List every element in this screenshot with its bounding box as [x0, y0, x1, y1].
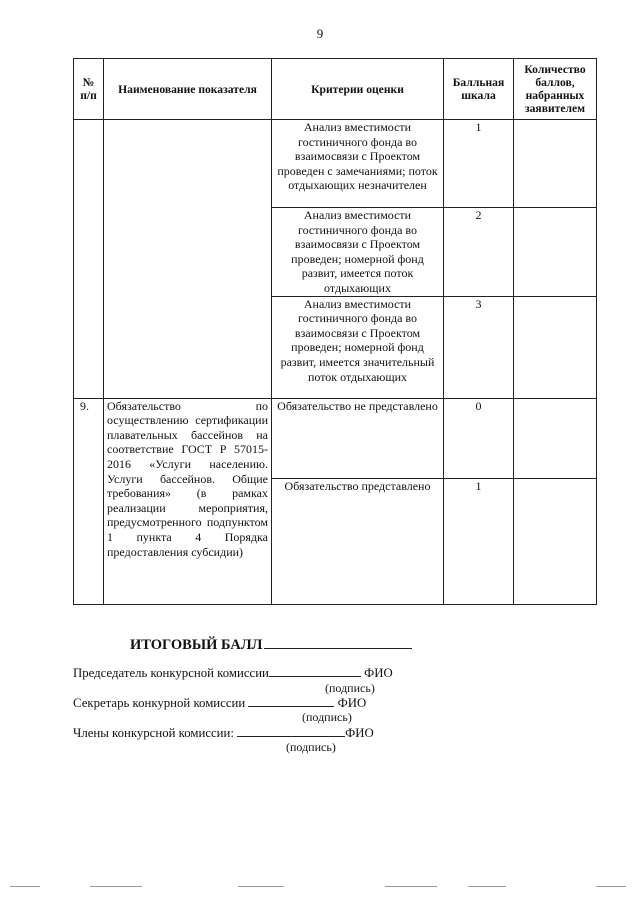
page-number: 9 [316, 26, 324, 41]
chairman-label: Председатель конкурсной комиссии [73, 666, 269, 680]
secretary-signature-hint: (подпись) [302, 710, 352, 724]
chairman-signature-line[interactable] [269, 664, 361, 677]
scan-artifact [90, 886, 142, 887]
header-indicator-name: Наименование показателя [104, 59, 272, 120]
cell-score: 2 [444, 208, 514, 297]
cell-criteria: Анализ вместимости гостиничного фонда во взаимосвязи с Проектом проведен; номерной фонд развит, имеется значительный поток отдыхающих [272, 296, 444, 398]
table-row [74, 398, 597, 478]
final-score [130, 634, 412, 654]
cell-score: 3 [444, 296, 514, 398]
chairman-fio: ФИО [364, 666, 393, 680]
cell-points [514, 120, 597, 208]
final-score-line[interactable] [264, 634, 412, 649]
cell-indicator-name [104, 120, 272, 399]
cell-score: 1 [444, 478, 514, 604]
cell-indicator-name: Обязательство по осуществлению сертификации плавательных бассейнов на соответствие ГОСТ Р 57015-2016 «Услуги населению. Услуги бассейнов. Общие требования» (в рамках реализации мероприятия, предусмотренного подпунктом 1 пункта 4 Порядка предоставления субсидии) [104, 398, 272, 604]
members-signature [73, 724, 374, 741]
members-signature-line[interactable] [237, 724, 345, 737]
evaluation-table [73, 58, 597, 605]
cell-criteria: Анализ вместимости гостиничного фонда во взаимосвязи с Проектом проведен с замечаниями; поток отдыхающих незначителен [272, 120, 444, 208]
header-score-scale: Балльная шкала [444, 59, 514, 120]
header-number: № п/п [74, 59, 104, 120]
chairman-signature [73, 664, 393, 681]
cell-criteria: Обязательство представлено [272, 478, 444, 604]
secretary-signature-line[interactable] [248, 694, 334, 707]
secretary-fio: ФИО [337, 696, 367, 710]
scan-artifact [468, 886, 506, 887]
final-score-label: ИТОГОВЫЙ БАЛЛ [130, 637, 263, 653]
members-label: Члены конкурсной комиссии: [73, 726, 234, 740]
scan-artifact [385, 886, 437, 887]
cell-number: 9. [74, 398, 104, 604]
cell-score: 1 [444, 120, 514, 208]
cell-points [514, 398, 597, 478]
header-criteria: Критерии оценки [272, 59, 444, 120]
cell-points [514, 296, 597, 398]
table-row [74, 120, 597, 208]
cell-score: 0 [444, 398, 514, 478]
cell-criteria: Анализ вместимости гостиничного фонда во взаимосвязи с Проектом проведен; номерной фонд развит, имеется поток отдыхающих [272, 208, 444, 297]
header-points-earned: Количество баллов, набранных заявителем [514, 59, 597, 120]
cell-points [514, 208, 597, 297]
scan-artifact [238, 886, 284, 887]
cell-number [74, 120, 104, 399]
cell-points [514, 478, 597, 604]
members-signature-hint: (подпись) [286, 740, 336, 754]
table-header-row [74, 59, 597, 120]
cell-criteria: Обязательство не представлено [272, 398, 444, 478]
scan-artifact [596, 886, 626, 887]
chairman-signature-hint: (подпись) [325, 681, 375, 695]
members-fio: ФИО [345, 726, 374, 740]
secretary-signature [73, 694, 366, 711]
scan-artifact [10, 886, 40, 887]
secretary-label: Секретарь конкурной комиссии [73, 696, 246, 710]
